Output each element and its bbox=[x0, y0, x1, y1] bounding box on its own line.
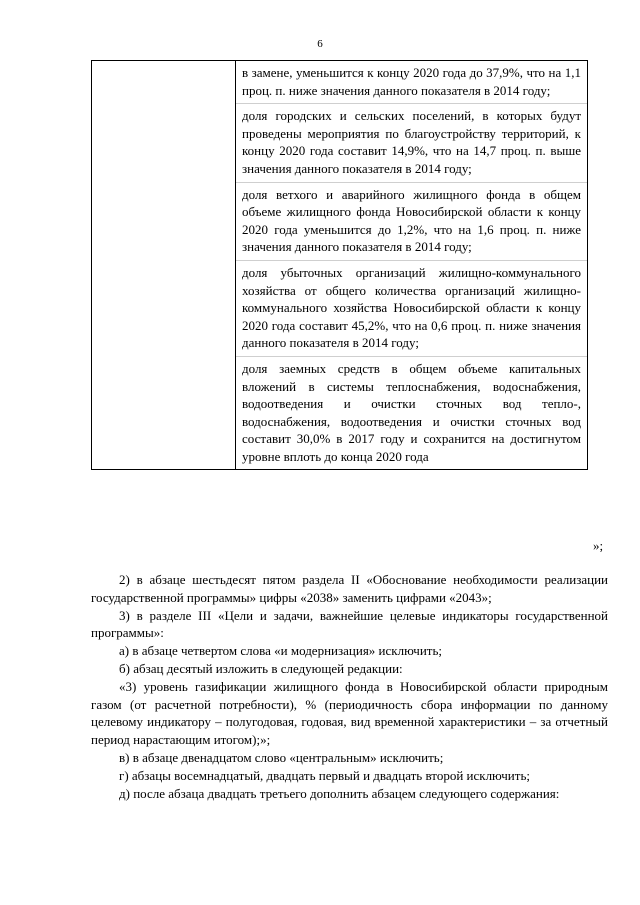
indicator-item: доля ветхого и аварийного жилищного фонда в общем объеме жилищного фонда Новосибирской области к концу 2020 года уменьшится до 1,2%, что на 1,6 проц. п. ниже значения данного показателя в 2014 году; bbox=[236, 183, 587, 261]
paragraph: б) абзац десятый изложить в следующей редакции: bbox=[119, 660, 403, 676]
paragraph: в) в абзаце двенадцатом слово «центральным» исключить; bbox=[119, 749, 444, 765]
paragraph: 3) в разделе III «Цели и задачи, важнейшие целевые индикаторы государственной программы»: bbox=[91, 607, 608, 641]
paragraph: а) в абзаце четвертом слова «и модернизация» исключить; bbox=[119, 643, 443, 659]
indicator-item: доля заемных средств в общем объеме капитальных вложений в системы теплоснабжения, водоснабжения, водоотведения и очистки сточных вод тепло-, водоснабжения, водоотведения и очистки сточных вод составит 30,0% в 2017 году и сохранится на достигнутом уровне вплоть до конца 2020 года bbox=[242, 360, 581, 464]
amendments-text bbox=[91, 571, 608, 802]
indicators-table bbox=[91, 60, 588, 470]
indicator-item: доля убыточных организаций жилищно-коммунального хозяйства от общего количества организаций жилищно-коммунального хозяйства Новосибирской области к концу 2020 года составит 45,2%, что на 0,6 проц. п. ниже значения данного показателя в 2014 году; bbox=[236, 261, 587, 357]
paragraph: д) после абзаца двадцать третьего дополнить абзацем следующего содержания: bbox=[119, 785, 560, 801]
paragraph: «3) уровень газификации жилищного фонда в Новосибирской области природным газом (от расчетной потребности), % (периодичность сбора информации по данному целевому индикатору – полугодовая, годовая, вид временной характеристики – за отчетный период нарастающим итогом);»; bbox=[91, 678, 608, 748]
paragraph: 2) в абзаце шестьдесят пятом раздела II «Обоснование необходимости реализации государственной программы» цифры «2038» заменить цифрами «2043»; bbox=[91, 572, 608, 605]
closing-quote: »; bbox=[593, 538, 604, 553]
indicator-item: в замене, уменьшится к концу 2020 года до 37,9%, что на 1,1 проц. п. ниже значения данного показателя в 2014 году; bbox=[236, 61, 587, 104]
page-number: 6 bbox=[317, 38, 323, 50]
table-left-cell bbox=[92, 61, 236, 470]
table-right-cell bbox=[236, 61, 588, 470]
table-row bbox=[92, 61, 588, 470]
indicator-item: доля городских и сельских поселений, в которых будут проведены мероприятия по благоустройству территорий, к концу 2020 года составит 14,9%, что на 14,7 проц. п. выше значения данного показателя в 2014 году; bbox=[236, 104, 587, 182]
paragraph: г) абзацы восемнадцатый, двадцать первый и двадцать второй исключить; bbox=[119, 767, 530, 783]
